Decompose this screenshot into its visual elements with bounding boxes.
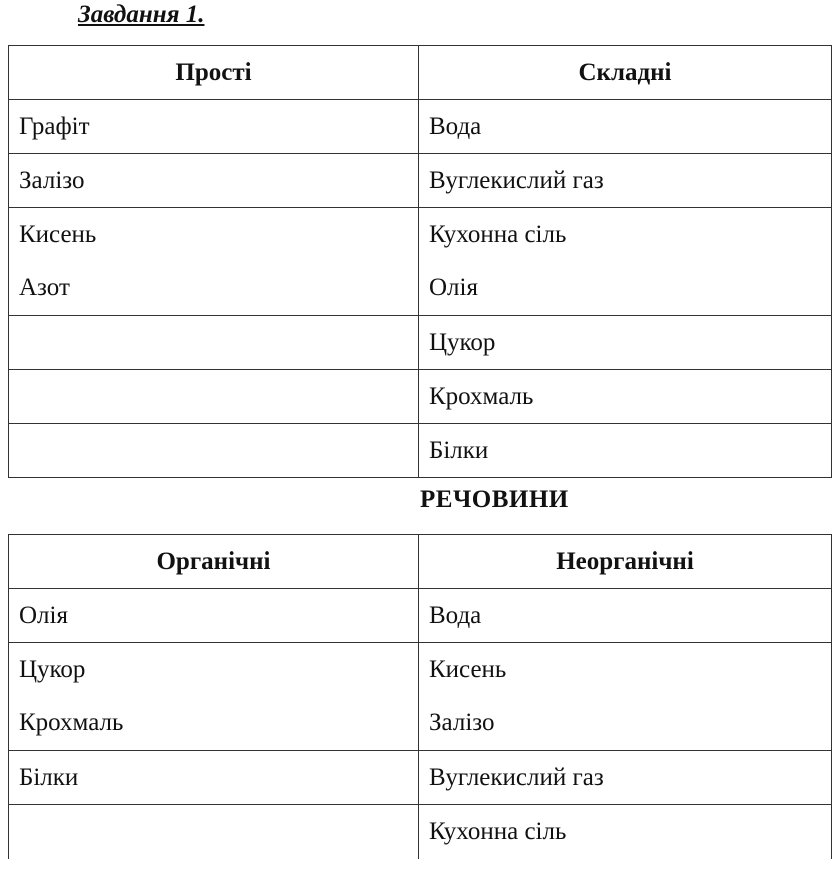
table-row	[9, 424, 832, 478]
header-inorganic: Неорганічні	[419, 535, 832, 589]
table-row	[9, 154, 832, 208]
cell-simple: Кисень	[9, 208, 419, 262]
header-organic: Органічні	[9, 535, 419, 589]
table-row	[9, 208, 832, 262]
cell-inorganic: Вода	[419, 589, 832, 643]
table-row	[9, 370, 832, 424]
organic-inorganic-table	[8, 534, 832, 859]
cell-complex: Кухонна сіль	[419, 208, 832, 262]
simple-complex-table	[8, 45, 832, 478]
cell-simple	[9, 370, 419, 424]
table-row	[9, 751, 832, 805]
table-row	[9, 697, 832, 751]
table-row	[9, 643, 832, 697]
cell-complex: Олія	[419, 262, 832, 316]
cell-simple	[9, 424, 419, 478]
cell-simple	[9, 316, 419, 370]
cell-organic: Олія	[9, 589, 419, 643]
table-row	[9, 316, 832, 370]
table-row	[9, 262, 832, 316]
cell-inorganic: Кухонна сіль	[419, 805, 832, 859]
cell-complex: Вода	[419, 100, 832, 154]
cell-complex: Крохмаль	[419, 370, 832, 424]
table-row	[9, 100, 832, 154]
cell-complex: Вуглекислий газ	[419, 154, 832, 208]
cell-organic: Білки	[9, 751, 419, 805]
cell-simple: Залізо	[9, 154, 419, 208]
cell-organic: Крохмаль	[9, 697, 419, 751]
header-simple: Прості	[9, 46, 419, 100]
header-complex: Складні	[419, 46, 832, 100]
cell-complex: Цукор	[419, 316, 832, 370]
cell-inorganic: Вуглекислий газ	[419, 751, 832, 805]
cell-organic: Цукор	[9, 643, 419, 697]
cell-complex: Білки	[419, 424, 832, 478]
cell-simple: Графіт	[9, 100, 419, 154]
table-header-row	[9, 535, 832, 589]
cell-simple: Азот	[9, 262, 419, 316]
cell-inorganic: Кисень	[419, 643, 832, 697]
section-heading: РЕЧОВИНИ	[420, 486, 569, 513]
table-header-row	[9, 46, 832, 100]
cell-inorganic: Залізо	[419, 697, 832, 751]
task-title: Завдання 1.	[78, 1, 205, 28]
table-row	[9, 805, 832, 859]
cell-organic	[9, 805, 419, 859]
table-row	[9, 589, 832, 643]
